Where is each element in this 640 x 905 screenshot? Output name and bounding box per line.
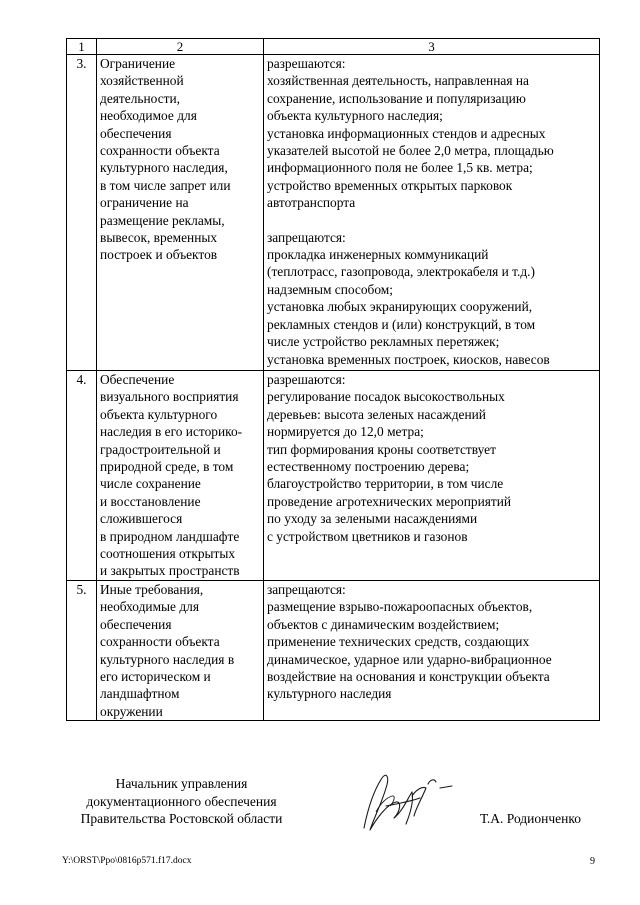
title-line: наследия в его историко-: [100, 424, 243, 440]
title-line: сохранности объекта: [100, 143, 220, 159]
forbidden-heading: запрещаются:: [267, 581, 346, 597]
forbidden-line: числе устройство рекламных перетяжек;: [267, 334, 500, 350]
title-line: соотношения открытых: [100, 546, 236, 562]
allowed-heading: разрешаются:: [267, 56, 346, 71]
allowed-line: регулирование посадок высокоствольных: [267, 389, 505, 405]
allowed-line: информационного поля не более 1,5 кв. метра;: [267, 160, 533, 176]
title-line: природной среде, в том: [100, 459, 234, 475]
forbidden-line: объектов с динамическим воздействием;: [267, 616, 500, 632]
allowed-line: благоустройство территории, в том числе: [267, 476, 504, 492]
allowed-line: сохранение, использование и популяризацию: [267, 90, 526, 106]
signatory-name: Т.А. Родионченко: [480, 811, 581, 826]
title-line: числе сохранение: [100, 476, 201, 492]
table-header-row: [67, 39, 600, 55]
allowed-line: установка информационных стендов и адресных: [267, 125, 546, 141]
title-line: хозяйственной: [100, 73, 184, 89]
forbidden-line: надземным способом;: [267, 281, 394, 297]
file-path: Y:\ORST\Ppo\0816p571.f17.docx: [62, 856, 192, 866]
forbidden-heading: запрещаются:: [267, 229, 346, 245]
forbidden-line: культурного наследия: [267, 686, 392, 702]
title-line: культурного наследия,: [100, 160, 228, 176]
title-line: Обеспечение: [100, 372, 175, 387]
row-number: 3.: [67, 55, 97, 371]
row-number: 4.: [67, 371, 97, 581]
title-line: вывесок, временных: [100, 230, 218, 246]
title-line: необходимые для: [100, 599, 199, 615]
position-line: документационного обеспечения: [86, 793, 277, 809]
title-line: построек и объектов: [100, 247, 218, 263]
header-col-1: 1: [67, 39, 97, 55]
row-title: [97, 580, 264, 720]
forbidden-line: размещение взрыво-пожароопасных объектов,: [267, 599, 533, 615]
title-line: деятельности,: [100, 90, 181, 106]
allowed-line: деревьев: высота зеленых насаждений: [267, 406, 486, 422]
title-line: размещение рекламы,: [100, 212, 225, 228]
title-line: ограничение на: [100, 195, 189, 211]
allowed-heading: разрешаются:: [267, 372, 346, 387]
table-row: [67, 580, 600, 720]
allowed-line: по уходу за зелеными насаждениями: [267, 511, 478, 527]
allowed-line: автотранспорта: [267, 195, 356, 211]
forbidden-line: воздействие на основания и конструкции объекта: [267, 668, 550, 684]
forbidden-line: применение технических средств, создающих: [267, 634, 530, 650]
title-line: культурного наследия в: [100, 651, 235, 667]
title-line: ландшафтном: [100, 686, 180, 702]
header-col-3: 3: [264, 39, 600, 55]
paragraph-gap: [267, 212, 596, 229]
allowed-line: тип формирования кроны соответствует: [267, 441, 496, 457]
title-line: окружении: [100, 703, 163, 719]
title-line: обеспечения: [100, 125, 172, 141]
allowed-line: устройство временных открытых парковок: [267, 177, 513, 193]
title-line: необходимое для: [100, 108, 197, 124]
forbidden-line: прокладка инженерных коммуникаций: [267, 247, 489, 263]
title-line: в природном ландшафте: [100, 528, 240, 544]
title-line: градостроительной и: [100, 441, 221, 457]
allowed-line: объекта культурного наследия;: [267, 108, 443, 124]
allowed-line: хозяйственная деятельность, направленная на: [267, 73, 529, 89]
handwritten-signature: [356, 768, 456, 840]
requirements-table: [66, 38, 600, 721]
row-requirements: [264, 371, 600, 581]
forbidden-line: рекламных стендов и (или) конструкций, в том: [267, 316, 536, 332]
forbidden-line: динамическое, ударное или ударно-вибрационное: [267, 651, 552, 667]
row-requirements: [264, 55, 600, 371]
header-col-2: 2: [97, 39, 264, 55]
title-line: обеспечения: [100, 616, 172, 632]
forbidden-line: установка любых экранирующих сооружений,: [267, 299, 533, 315]
row-title: [97, 55, 264, 371]
position-line: Начальник управления: [115, 776, 248, 791]
title-line: сложившегося: [100, 511, 183, 527]
allowed-line: естественному построению дерева;: [267, 459, 470, 475]
title-line: сохранности объекта: [100, 634, 220, 650]
title-line: Иные требования,: [100, 581, 204, 597]
row-title: [97, 371, 264, 581]
table-row: [67, 55, 600, 371]
row-requirements: [264, 580, 600, 720]
title-line: и закрытых пространств: [100, 563, 240, 579]
position-line: Правительства Ростовской области: [80, 811, 283, 826]
allowed-line: проведение агротехнических мероприятий: [267, 493, 512, 509]
forbidden-line: установка временных построек, киосков, навесов: [267, 351, 550, 367]
title-line: визуального восприятия: [100, 389, 239, 405]
title-line: в том числе запрет или: [100, 177, 231, 193]
table-row: [67, 371, 600, 581]
title-line: и восстановление: [100, 493, 201, 509]
title-line: его историческом и: [100, 668, 211, 684]
allowed-line: с устройством цветников и газонов: [267, 528, 468, 544]
allowed-line: нормируется до 12,0 метра;: [267, 424, 424, 440]
allowed-line: указателей высотой не более 2,0 метра, площадью: [267, 143, 554, 159]
forbidden-line: (теплотрасс, газопровода, электрокабеля и т.д.): [267, 264, 535, 280]
title-line: Ограничение: [100, 56, 176, 71]
signatory-position: [60, 775, 303, 828]
title-line: объекта культурного: [100, 406, 218, 422]
page-number: 9: [590, 856, 595, 867]
row-number: 5.: [67, 580, 97, 720]
